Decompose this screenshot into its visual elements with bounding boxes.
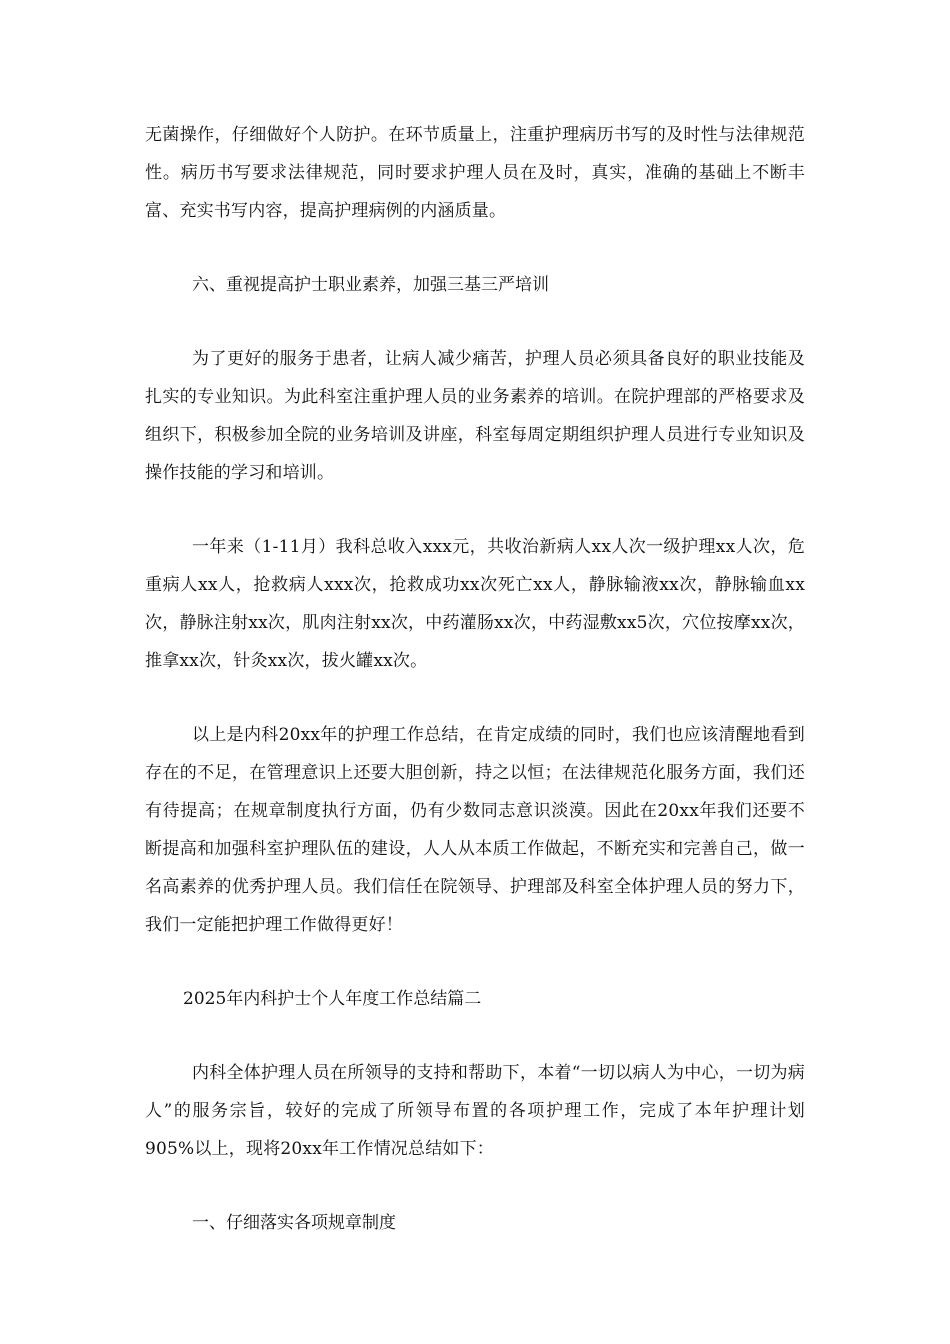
paragraph-training: 为了更好的服务于患者，让病人减少痛苦，护理人员必须具备良好的职业技能及扎实的专业知识。为此科室注重护理人员的业务素养的培训。在院护理部的严格要求及组织下，积极参加全院的业务培训及讲座，科室每周定期组织护理人员进行专业知识及操作技能的学习和培训。 [145, 349, 805, 483]
document-page [145, 116, 805, 1242]
section-heading-six: 六、重视提高护士职业素养，加强三基三严培训 [192, 275, 549, 295]
article-title-part-two: 2025年内科护士个人年度工作总结篇二 [183, 989, 482, 1009]
paragraph-intro-part-two: 内科全体护理人员在所领导的支持和帮助下，本着“一切以病人为中心，一切为病人”的服务宗旨，较好的完成了所领导布置的各项护理工作，完成了本年护理计划905%以上，现将20xx年工作情况总结如下： [145, 1063, 805, 1159]
paragraph-quality: 无菌操作，仔细做好个人防护。在环节质量上，注重护理病历书写的及时性与法律规范性。病历书写要求法律规范，同时要求护理人员在及时，真实，准确的基础上不断丰富、充实书写内容，提高护理病例的内涵质量。 [145, 125, 805, 221]
section-heading-one: 一、仔细落实各项规章制度 [192, 1213, 396, 1233]
paragraph-summary: 以上是内科20xx年的护理工作总结，在肯定成绩的同时，我们也应该清醒地看到存在的不足，在管理意识上还要大胆创新，持之以恒；在法律规范化服务方面，我们还有待提高；在规章制度执行方面，仍有少数同志意识淡漠。因此在20xx年我们还要不断提高和加强科室护理队伍的建设，人人从本质工作做起，不断充实和完善自己，做一名高素养的优秀护理人员。我们信任在院领导、护理部及科室全体护理人员的努力下，我们一定能把护理工作做得更好！ [145, 725, 805, 935]
paragraph-statistics: 一年来（1-11月）我科总收入xxx元，共收治新病人xx人次一级护理xx人次，危重病人xx人，抢救病人xxx次，抢救成功xx次死亡xx人，静脉输液xx次，静脉输血xx次，静脉注射xx次，肌肉注射xx次，中药灌肠xx次，中药湿敷xx5次，穴位按摩xx次，推拿xx次，针灸xx次，拔火罐xx次。 [145, 537, 805, 671]
